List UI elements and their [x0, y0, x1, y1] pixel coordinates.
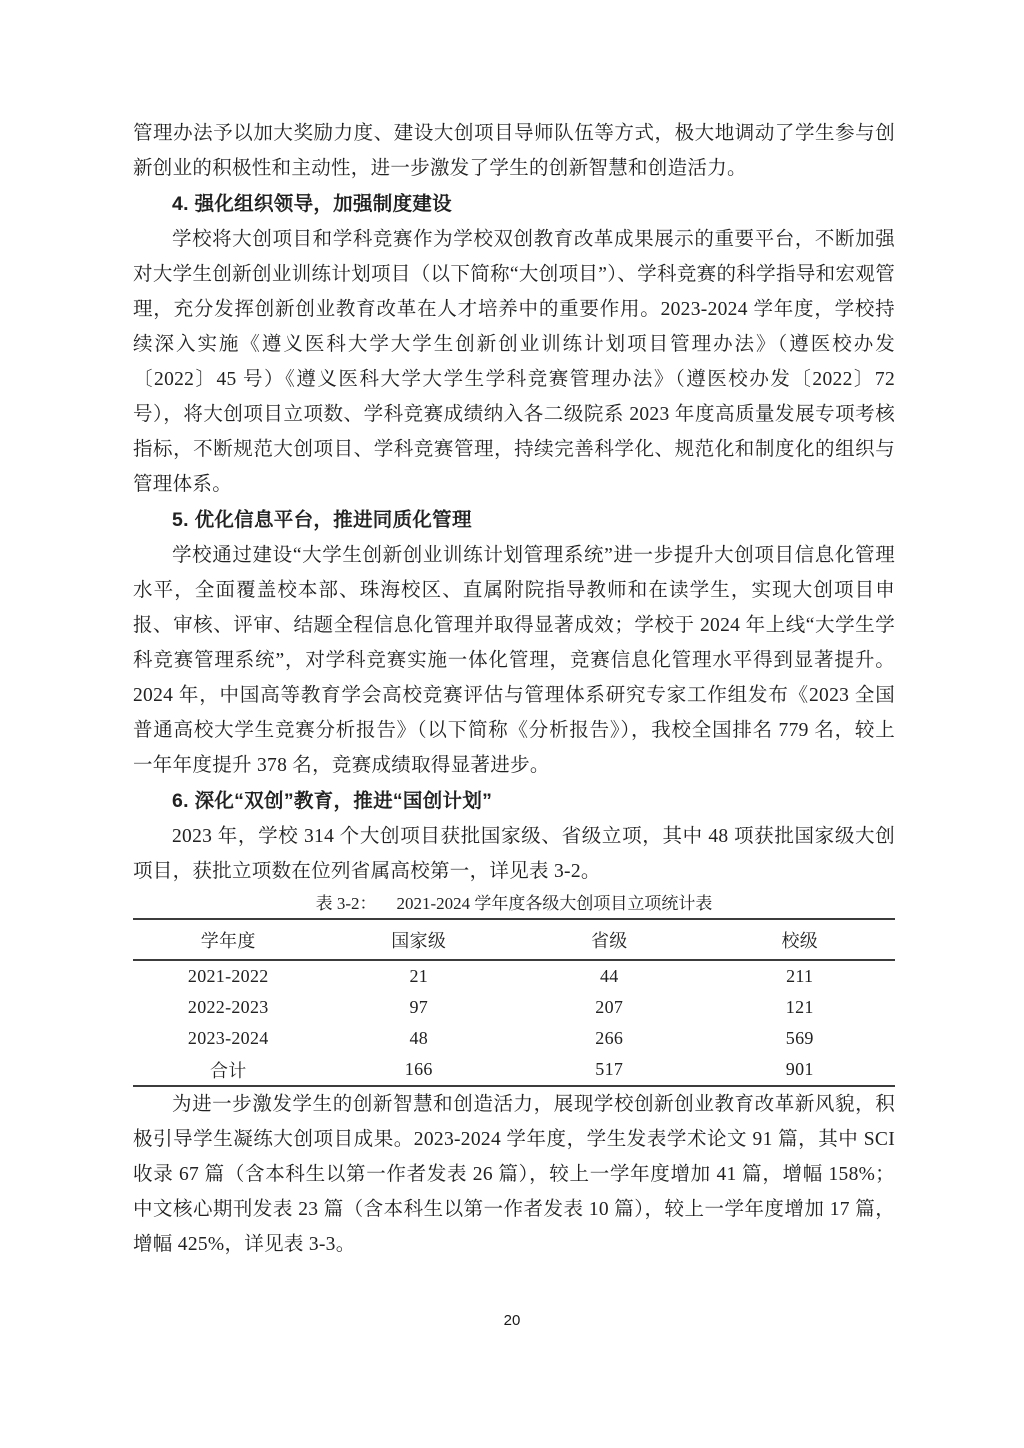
- page-number: 20: [503, 1312, 521, 1329]
- table-cell: 569: [785, 1028, 814, 1048]
- table-cell: 266: [595, 1028, 624, 1048]
- table-caption: [133, 890, 895, 918]
- paragraph-after-table: 为进一步激发学生的创新智慧和创造活力，展现学校创新创业教育改革新风貌，积极引导学生凝练大创项目成果。2023-2024 学年度，学生发表学术论文 91 篇，其中 SCI 收录 67 篇（含本科生以第一作者发表 26 篇），较上一学年度增加 41 篇，增幅 158%；中文核心期刊发表 23 篇（含本科生以第一作者发表 10 篇），较上一学年度增加 17 篇，增幅 425%，详见表 3-3。: [133, 1094, 895, 1255]
- table-cell: 166: [404, 1059, 433, 1079]
- table-header-cell: 校级: [705, 919, 896, 960]
- table-cell: 517: [595, 1059, 624, 1079]
- table-row-total: [133, 1054, 895, 1086]
- paragraph-continuation: 管理办法予以加大奖励力度、建设大创项目导师队伍等方式，极大地调动了学生参与创新创业的积极性和主动性，进一步激发了学生的创新智慧和创造活力。: [133, 123, 895, 179]
- table-cell: 97: [409, 997, 429, 1017]
- table-cell: 48: [409, 1028, 429, 1048]
- page-content: [133, 116, 895, 1262]
- table-header-row: [133, 919, 895, 960]
- table-row: [133, 1023, 895, 1054]
- table-caption-title: 2021-2024 学年度各级大创项目立项统计表: [396, 894, 713, 913]
- section-heading-5: 5. 优化信息平台，推进同质化管理: [172, 509, 472, 531]
- table-3-2: [133, 918, 895, 1087]
- paragraph-section-5: 学校通过建设“大学生创新创业训练计划管理系统”进一步提升大创项目信息化管理水平，全面覆盖校本部、珠海校区、直属附院指导教师和在读学生，实现大创项目申报、审核、评审、结题全程信息化管理并取得显著成效；学校于 2024 年上线“大学生学科竞赛管理系统”，对学科竞赛实施一体化管理，竞赛信息化管理水平得到显著提升。2024 年，中国高等教育学会高校竞赛评估与管理体系研究专家工作组发布《2023 全国普通高校大学生竞赛分析报告》（以下简称《分析报告》），我校全国排名 779 名，较上一年年度提升 378 名，竞赛成绩取得显著进步。: [133, 545, 895, 776]
- table-cell: 121: [785, 997, 814, 1017]
- table-cell: 211: [786, 966, 814, 986]
- table-caption-label: 表 3-2：: [315, 894, 377, 913]
- table-cell: 901: [785, 1059, 814, 1079]
- table-header-cell: 省级: [514, 919, 705, 960]
- table-cell: 44: [599, 966, 619, 986]
- section-heading-4: 4. 强化组织领导，加强制度建设: [172, 193, 452, 215]
- table-cell: 207: [595, 997, 624, 1017]
- paragraph-section-4: 学校将大创项目和学科竞赛作为学校双创教育改革成果展示的重要平台，不断加强对大学生创新创业训练计划项目（以下简称“大创项目”）、学科竞赛的科学指导和宏观管理，充分发挥创新创业教育改革在人才培养中的重要作用。2023-2024 学年度，学校持续深入实施《遵义医科大学大学生创新创业训练计划项目管理办法》（遵医校办发〔2022〕45 号）《遵义医科大学大学生学科竞赛管理办法》（遵医校办发〔2022〕72 号），将大创项目立项数、学科竞赛成绩纳入各二级院系 2023 年度高质量发展专项考核指标，不断规范大创项目、学科竞赛管理，持续完善科学化、规范化和制度化的组织与管理体系。: [133, 229, 895, 495]
- table-cell: 合计: [209, 1060, 247, 1081]
- paragraph-section-6: 2023 年，学校 314 个大创项目获批国家级、省级立项，其中 48 项获批国家级大创项目，获批立项数在位列省属高校第一，详见表 3-2。: [133, 826, 895, 882]
- table-header-cell: 国家级: [324, 919, 515, 960]
- table-row: [133, 992, 895, 1023]
- table-row: [133, 960, 895, 992]
- section-heading-6: 6. 深化“双创”教育，推进“国创计划”: [172, 790, 493, 812]
- table-cell: 2021-2022: [187, 966, 269, 986]
- table-cell: 21: [409, 966, 429, 986]
- table-cell: 2023-2024: [187, 1028, 269, 1048]
- table-header-cell: 学年度: [133, 919, 324, 960]
- table-cell: 2022-2023: [187, 997, 269, 1017]
